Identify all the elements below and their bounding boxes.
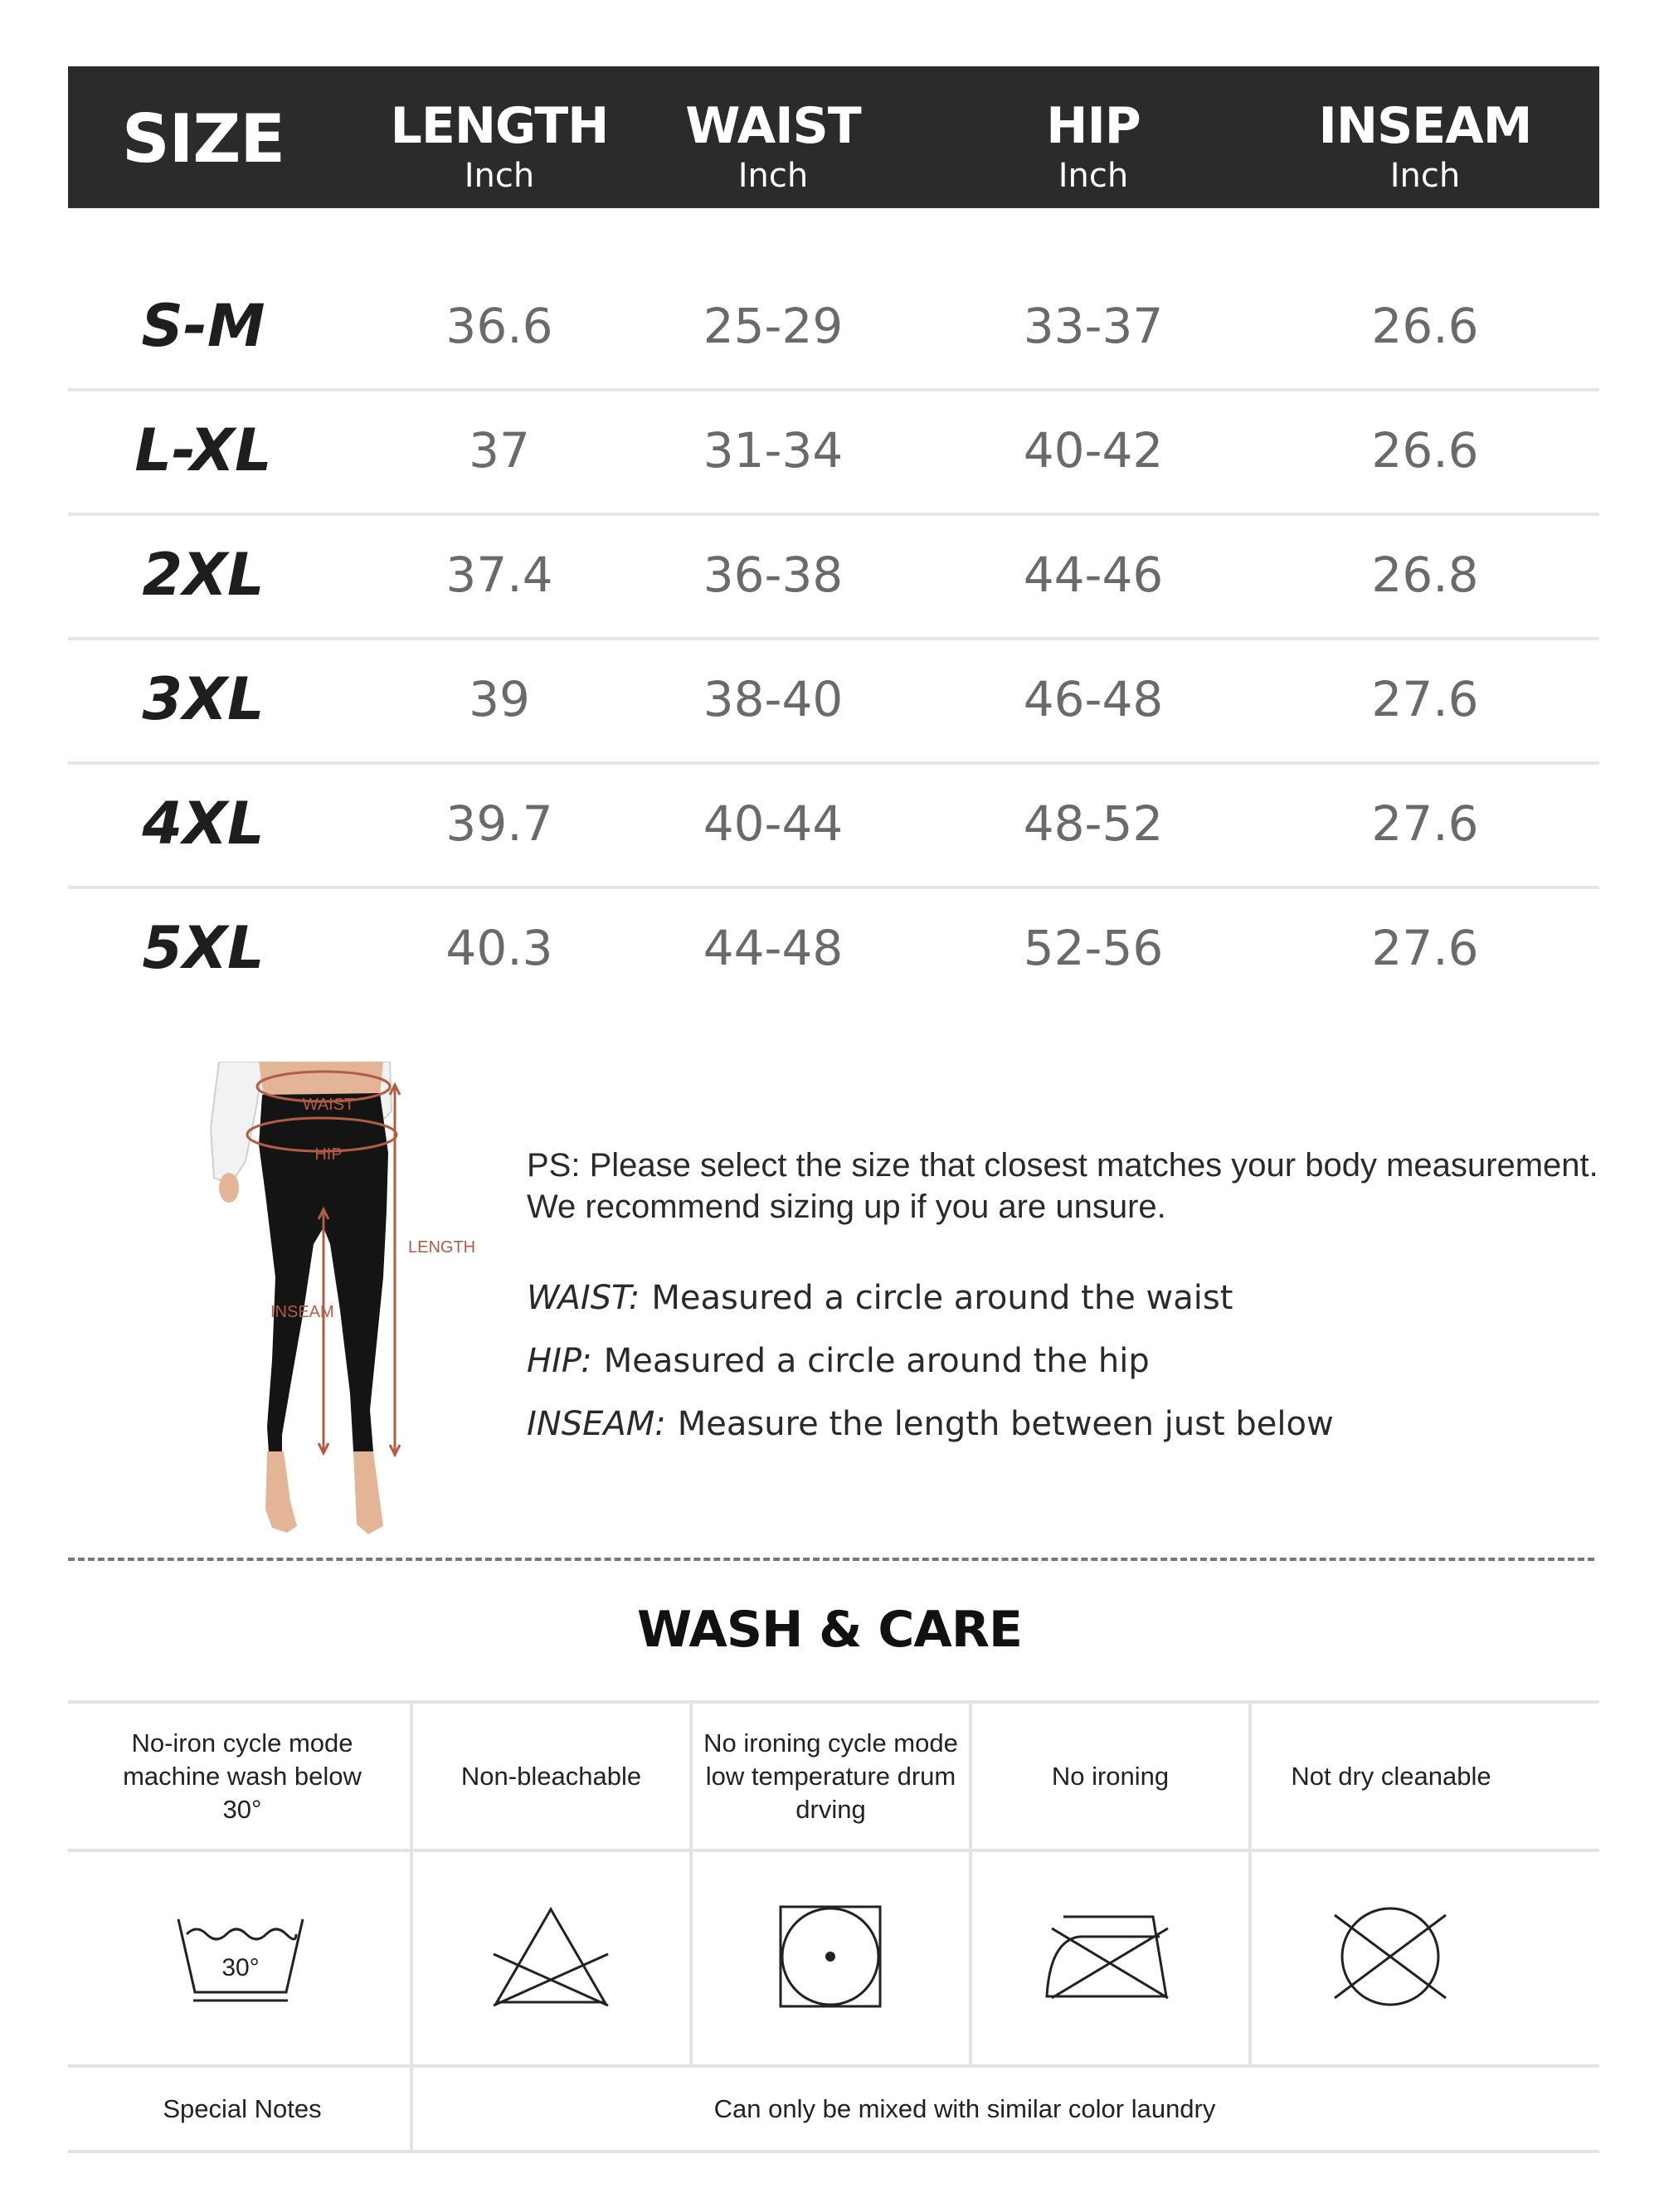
waist-cell: 36-38 [703, 547, 844, 603]
hip-cell: 48-52 [1023, 795, 1164, 852]
wash-care-title: WASH & CARE [636, 1601, 1023, 1659]
waist-cell: 38-40 [703, 671, 844, 727]
size-cell: 2XL [142, 541, 265, 609]
inseam-cell: 26.6 [1371, 298, 1479, 354]
length-cell: 40.3 [445, 920, 553, 976]
inseam-cell: 27.6 [1371, 671, 1479, 727]
no-dry-clean-icon [1251, 1853, 1530, 2060]
dry-clean-label: Not dry cleanable [1291, 1761, 1491, 1791]
size-cell: L-XL [134, 416, 272, 484]
definition-term: INSEAM: [527, 1405, 666, 1443]
no-iron-icon [971, 1853, 1248, 2060]
waist-cell: 25-29 [703, 298, 844, 354]
length-label: LENGTH [408, 1238, 476, 1257]
hip-cell: 46-48 [1023, 671, 1164, 727]
hip-label: HIP [314, 1145, 343, 1164]
dry-label: No ironing cycle mode low temperature drum drving [703, 1728, 958, 1824]
hip-cell: 52-56 [1023, 920, 1164, 976]
length-cell: 39 [469, 671, 530, 727]
inseam-cell: 27.6 [1371, 795, 1479, 852]
section-divider [68, 1558, 1594, 1561]
waist-definition [527, 1279, 1233, 1317]
size-table-header [68, 66, 1599, 208]
table-row [68, 761, 1599, 889]
definition-text: Measured a circle around the hip [603, 1342, 1150, 1380]
hip-cell: 40-42 [1023, 422, 1164, 479]
waist-cell: 40-44 [703, 795, 844, 852]
wash-30-icon [101, 1853, 380, 2060]
header-size: SIZE [121, 100, 285, 177]
header-hip: HIP Inch [1046, 97, 1141, 195]
length-cell: 37.4 [445, 547, 553, 603]
inseam-label: INSEAM [270, 1303, 334, 1321]
wash-label: No-iron cycle mode machine wash below 30° [123, 1728, 362, 1824]
hip-cell: 33-37 [1023, 298, 1164, 354]
length-cell: 37 [469, 422, 530, 479]
no-bleach-icon [412, 1853, 688, 2060]
iron-label: No ironing [1051, 1761, 1170, 1791]
header-inseam: INSEAM Inch [1318, 97, 1532, 195]
hip-definition [527, 1342, 1150, 1380]
hip-cell: 44-46 [1023, 547, 1164, 603]
waist-label: WAIST [302, 1096, 355, 1114]
definition-term: WAIST: [527, 1279, 640, 1317]
size-cell: 3XL [142, 665, 265, 733]
definition-term: HIP: [527, 1342, 592, 1380]
waist-cell: 31-34 [703, 422, 844, 479]
inseam-definition [527, 1405, 1334, 1443]
sizing-note [527, 1145, 1598, 1228]
definition-text: Measure the length between just below [677, 1405, 1334, 1443]
special-notes-label: Special Notes [163, 2093, 322, 2123]
wash-grid-line [68, 2150, 1599, 2153]
inseam-cell: 27.6 [1371, 920, 1479, 976]
inseam-cell: 26.6 [1371, 422, 1479, 479]
waist-cell: 44-48 [703, 920, 844, 976]
size-cell: S-M [141, 292, 265, 360]
special-notes-text: Can only be mixed with similar color laundry [713, 2093, 1216, 2123]
wash-temp-label: 30° [221, 1954, 260, 1981]
leggings-measurement-figure [166, 1062, 498, 1539]
header-length: LENGTH Inch [390, 97, 609, 195]
table-row [68, 637, 1599, 765]
table-row [68, 886, 1599, 1010]
wash-grid-line [68, 1849, 1599, 1852]
length-cell: 36.6 [445, 298, 553, 354]
table-row [68, 264, 1599, 391]
table-row [68, 513, 1599, 640]
table-row [68, 388, 1599, 516]
inseam-cell: 26.8 [1371, 547, 1479, 603]
definition-text: Measured a circle around the waist [651, 1279, 1233, 1317]
tumble-dry-low-icon [692, 1853, 968, 2060]
header-waist: WAIST Inch [685, 97, 861, 195]
sizing-note-line-1: PS: Please select the size that closest matches your body measurement. [527, 1147, 1598, 1184]
size-cell: 5XL [142, 914, 265, 982]
length-cell: 39.7 [445, 795, 553, 852]
size-cell: 4XL [142, 790, 265, 858]
bleach-label: Non-bleachable [460, 1761, 642, 1791]
sizing-note-line-2: We recommend sizing up if you are unsure. [527, 1189, 1166, 1225]
